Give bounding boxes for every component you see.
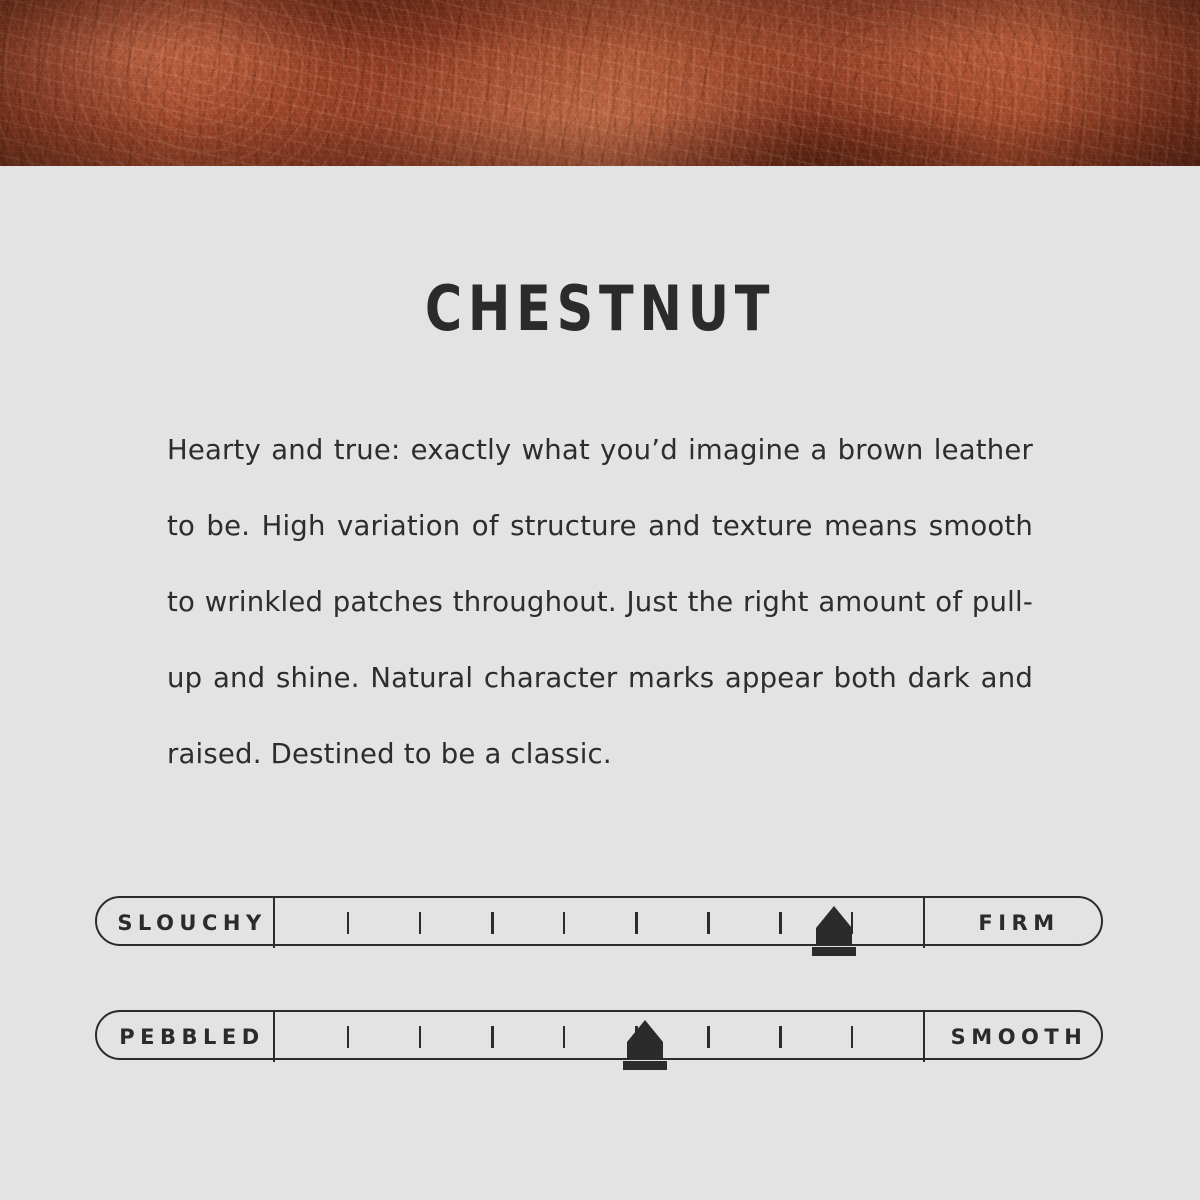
description-line: right amount of pull-up and shine. Natural character marks [167,586,1033,694]
slider-tick [347,1026,350,1048]
card-content [0,166,1200,1062]
description-line: appear both dark and raised. Destined to be a classic. [167,662,1033,770]
slider-tick [635,912,638,934]
slider-tick [779,912,782,934]
slider-right-label: SMOOTH [923,1012,1101,1062]
slider-right-label: FIRM [923,898,1101,948]
slider-thumb-pointer-icon [816,906,852,928]
slider-tick [707,912,710,934]
slider-thumb-texture[interactable] [623,1020,667,1070]
description-line: Hearty and true: exactly what you’d imagine a brown [167,434,924,466]
slider-thumb-base [812,947,856,956]
description-line: leather to be. High variation of structure and texture [167,434,1033,542]
leather-grain-layer-3 [0,0,1200,166]
page-title: CHESTNUT [424,272,776,345]
slider-tick [707,1026,710,1048]
slider-tick [851,1026,854,1048]
slider-ticks-texture [275,1012,923,1062]
slider-tick [563,912,566,934]
leather-grain-layer-4 [0,0,1200,166]
slider-tick [563,1026,566,1048]
slider-tick [491,1026,494,1048]
slider-tick [347,912,350,934]
leather-swatch-image [0,0,1200,166]
slider-thumb-body [627,1042,663,1058]
slider-thumb-structure[interactable] [812,906,856,956]
slider-texture[interactable] [95,1010,1105,1062]
slider-track[interactable] [95,1010,1103,1060]
leather-grain-layer-2 [0,0,1200,166]
leather-vignette [0,0,1200,166]
slider-thumb-base [623,1061,667,1070]
slider-tick [779,1026,782,1048]
description-line: means smooth to wrinkled patches throughout. Just the [167,510,1033,618]
slider-left-label: PEBBLED [97,1012,275,1062]
leather-grain-layer-1 [0,0,1200,166]
slider-thumb-body [816,928,852,944]
slider-tick [419,912,422,934]
slider-thumb-pointer-icon [627,1020,663,1042]
slider-tick [491,912,494,934]
slider-tick [419,1026,422,1048]
slider-structure[interactable] [95,896,1105,948]
slider-left-label: SLOUCHY [97,898,275,948]
attribute-sliders [95,792,1105,1062]
slider-track[interactable] [95,896,1103,946]
description-paragraph [167,340,1033,792]
